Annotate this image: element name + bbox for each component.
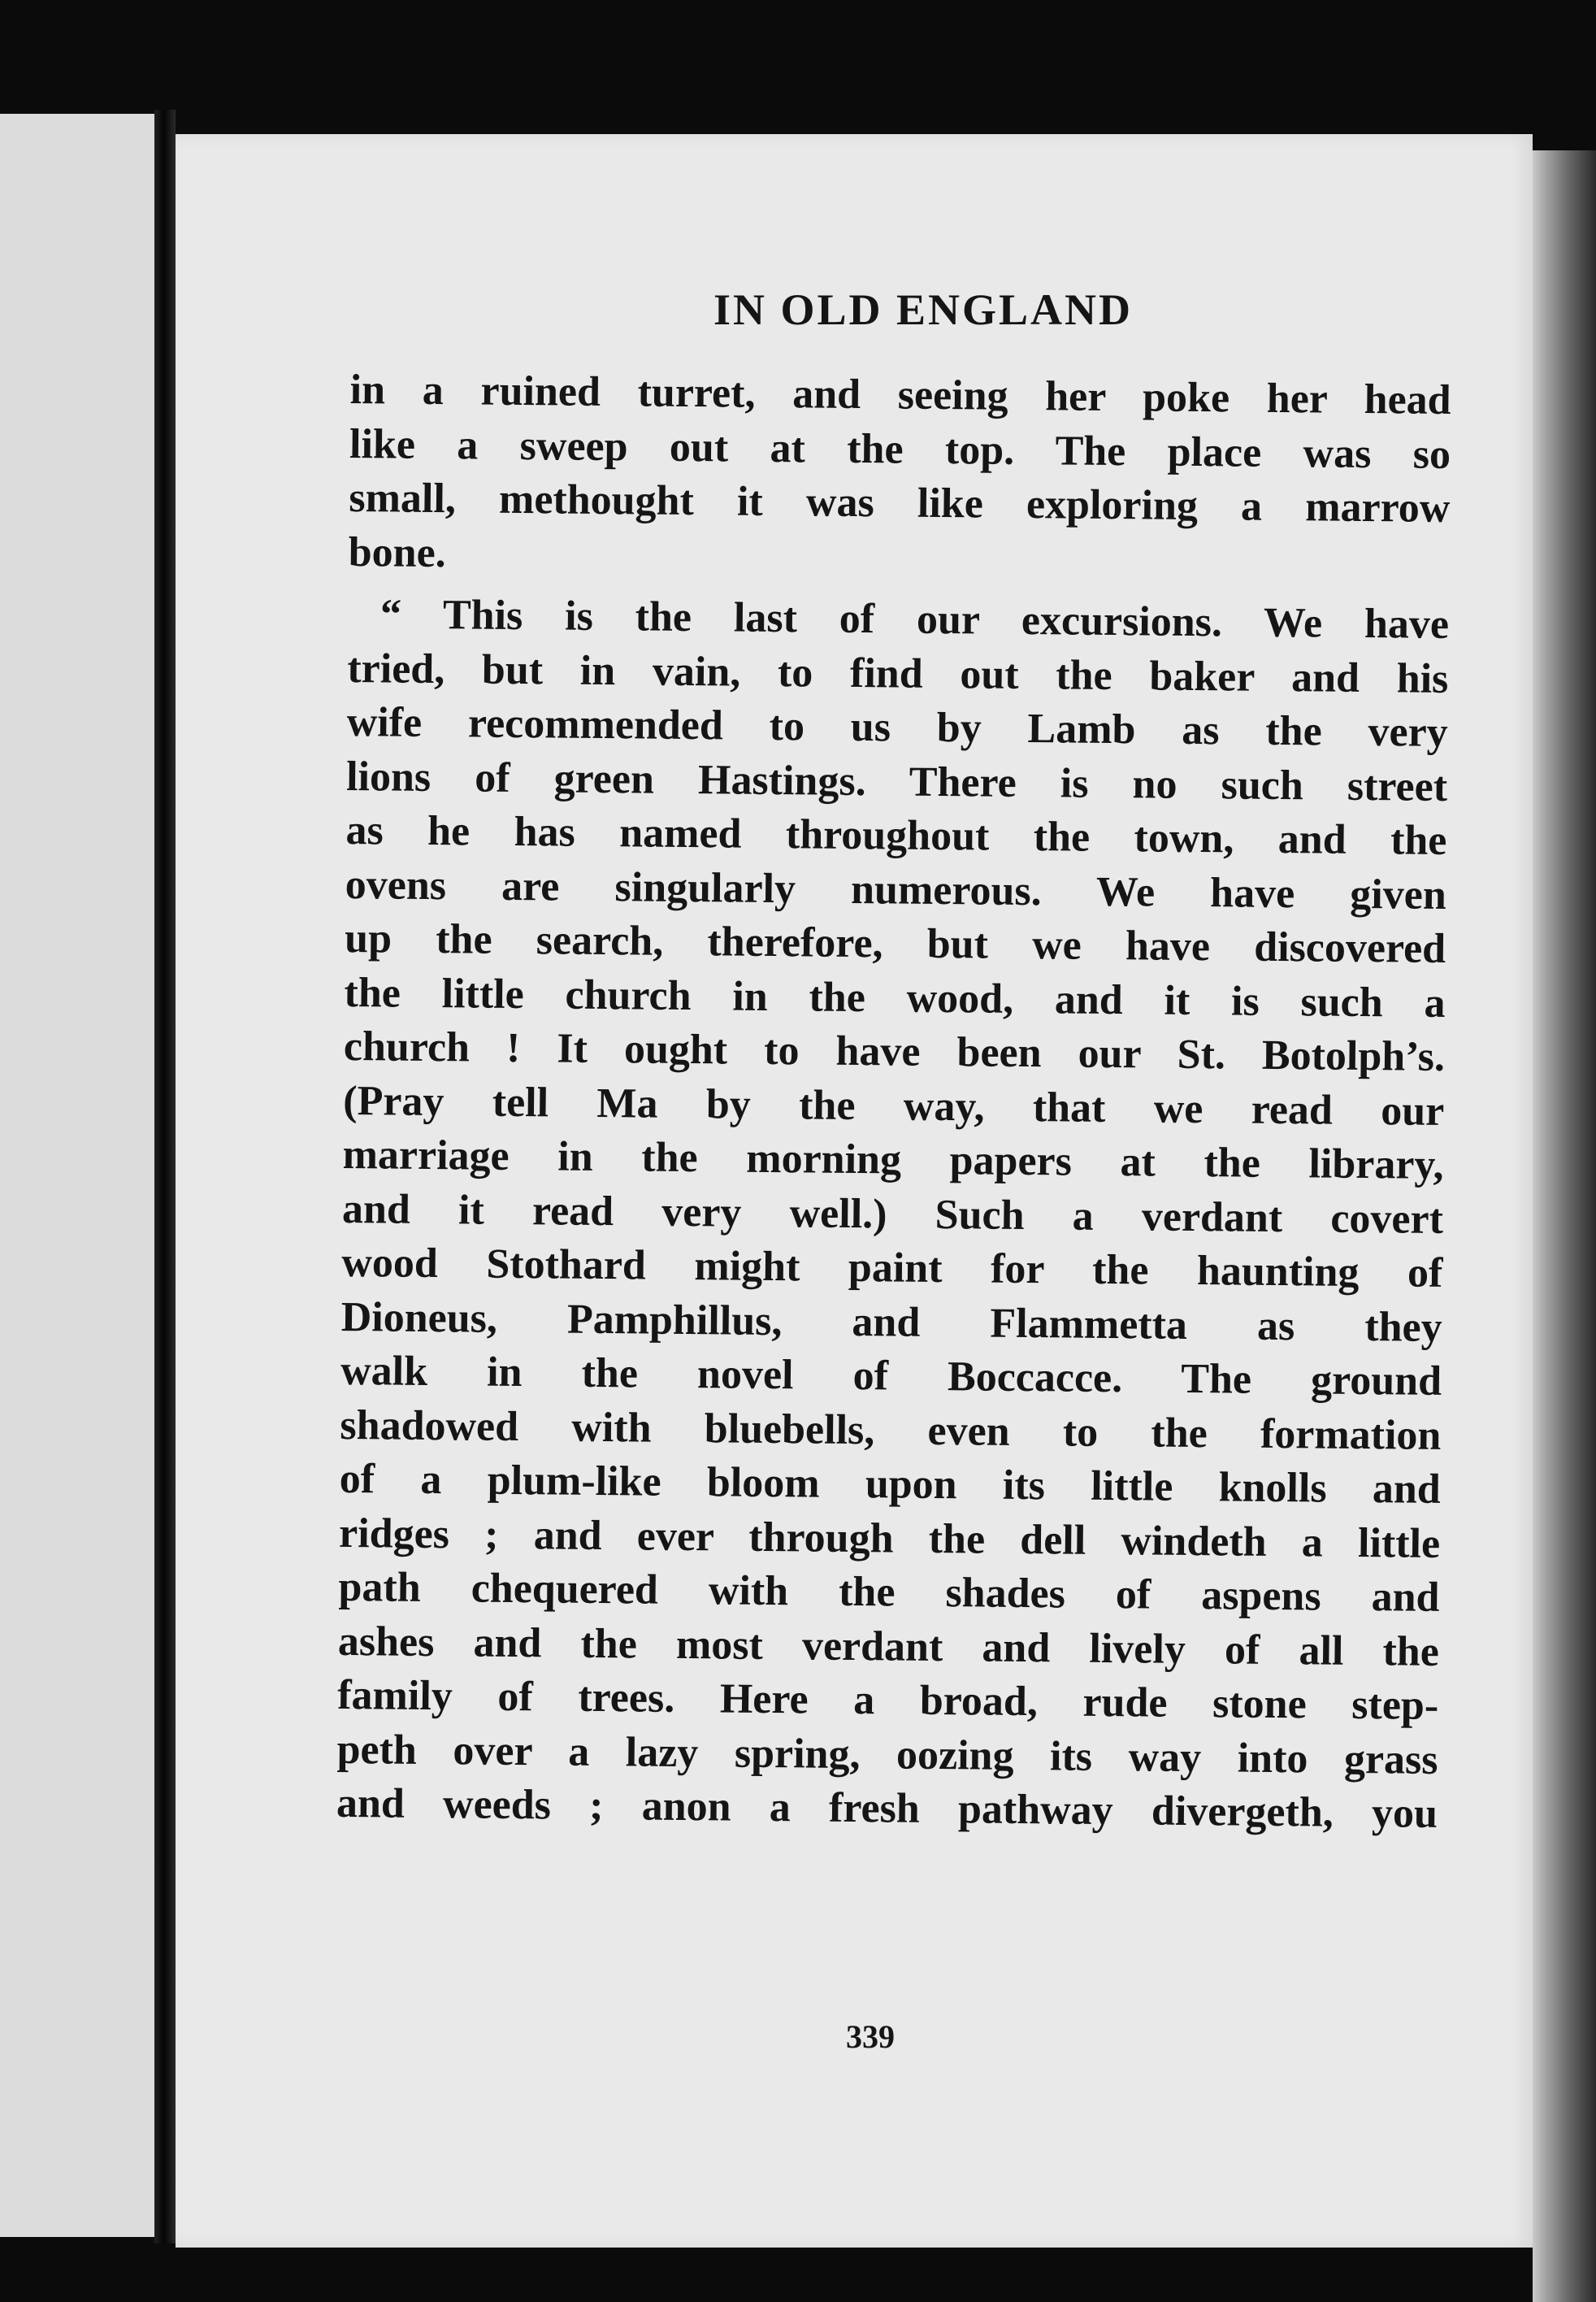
text-line: and weeds ; anon a fresh pathway divergeth, you	[336, 1779, 1438, 1837]
text-line: walk in the novel of Boccacce. The ground	[340, 1347, 1442, 1405]
text-line: shadowed with bluebells, even to the formation	[340, 1401, 1442, 1459]
text-line: peth over a lazy spring, oozing its way into grass	[336, 1726, 1438, 1783]
paragraph-2	[336, 588, 1450, 1841]
text-line: like a sweep out at the top. The place was so	[349, 420, 1451, 478]
text-line: bone.	[348, 528, 446, 576]
running-head: IN OLD ENGLAND	[713, 285, 1134, 334]
page-number: 339	[846, 2018, 895, 2055]
paragraph-1	[348, 363, 1451, 590]
text-line: lions of green Hastings. There is no such street	[345, 753, 1448, 810]
text-line: Dioneus, Pamphillus, and Flammetta as they	[340, 1293, 1442, 1351]
text-line: wood Stothard might paint for the haunting of	[341, 1239, 1443, 1297]
text-line: the little church in the wood, and it is such a	[344, 969, 1446, 1027]
text-line: as he has named throughout the town, and the	[345, 806, 1447, 864]
text-line: family of trees. Here a broad, rude stone step-	[336, 1671, 1439, 1729]
page-stack-edge	[1533, 150, 1596, 2302]
left-page	[0, 114, 167, 2237]
text-line: up the search, therefore, but we have discovered	[344, 914, 1446, 972]
text-line: ashes and the most verdant and lively of all the	[337, 1618, 1440, 1675]
text-line: (Pray tell Ma by the way, that we read our	[343, 1077, 1445, 1135]
text-line: path chequered with the shades of aspens and	[338, 1563, 1440, 1621]
text-line: of a plum-like bloom upon its little knolls and	[339, 1455, 1442, 1513]
body-text	[336, 363, 1451, 1841]
text-line: wife recommended to us by Lamb as the very	[346, 698, 1448, 756]
text-line: tried, but in vain, to find out the baker and his	[347, 645, 1449, 702]
text-line: small, methought it was like exploring a marrow	[349, 474, 1451, 532]
text-line: ovens are singularly numerous. We have given	[345, 861, 1447, 919]
book-gutter	[154, 110, 176, 2243]
text-line: ridges ; and ever through the dell windeth a little	[338, 1509, 1441, 1567]
text-line: marriage in the morning papers at the library,	[342, 1131, 1444, 1188]
book-page	[176, 134, 1533, 2248]
text-line: and it read very well.) Such a verdant covert	[341, 1185, 1444, 1243]
text-line: in a ruined turret, and seeing her poke her head	[349, 366, 1451, 424]
text-line: church ! It ought to have been our St. Botolph’s.	[343, 1023, 1446, 1080]
text-line: “ This is the last of our excursions. We have	[379, 591, 1450, 648]
